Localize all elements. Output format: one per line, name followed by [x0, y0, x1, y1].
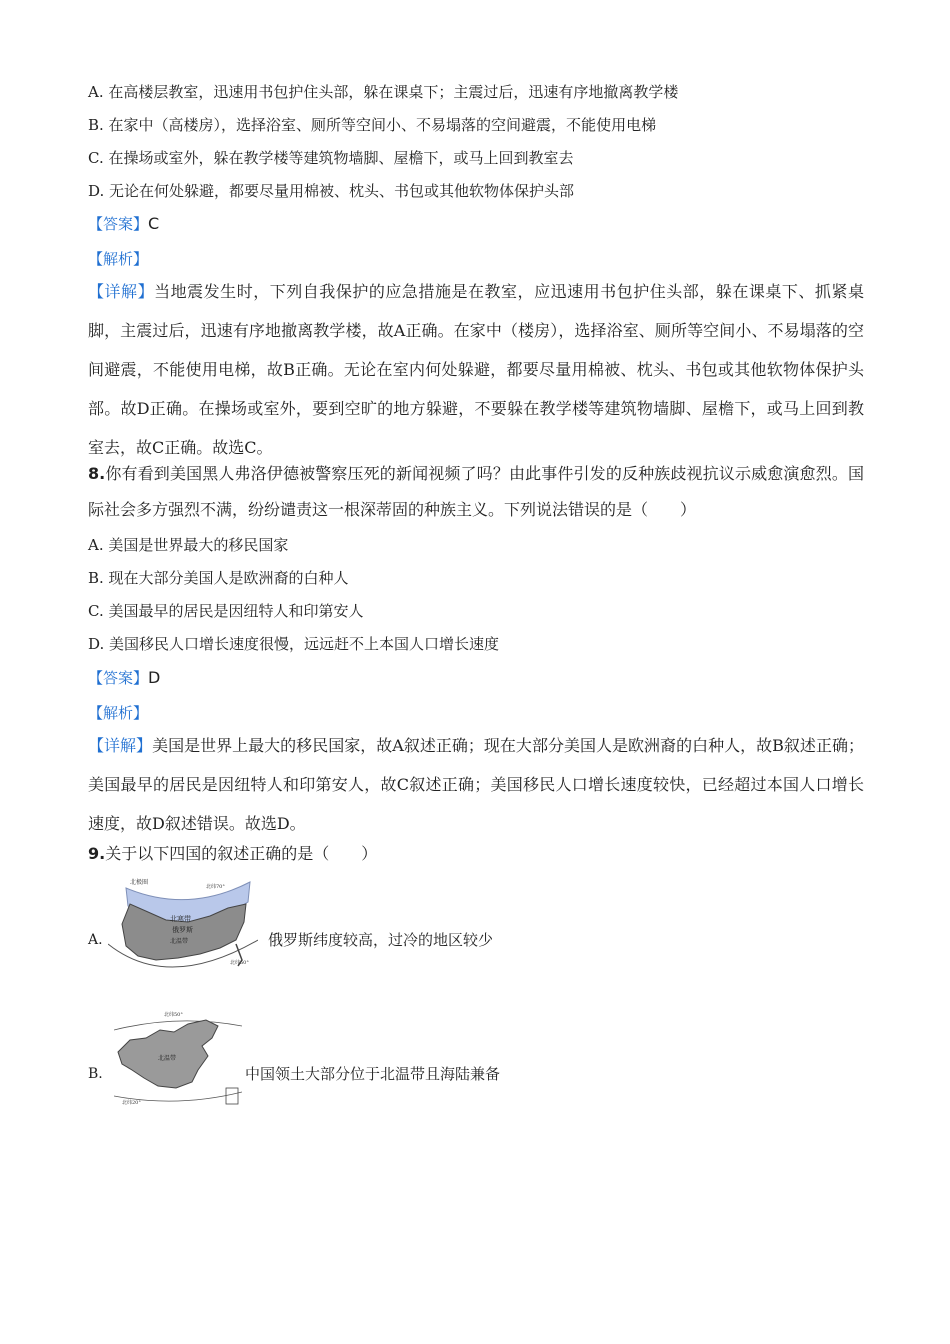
q8-stem: [88, 456, 864, 528]
q9-option-b-letter: B.: [88, 1066, 103, 1082]
q9-option-a-letter: A.: [88, 932, 103, 948]
q8-answer-line: [88, 668, 160, 688]
q8-option-a: A. 美国是世界最大的移民国家: [88, 536, 289, 554]
detail-text: 当地震发生时，下列自我保护的应急措施是在教室，应迅速用书包护住头部，躲在课桌下、抓紧桌脚，主震过后，迅速有序地撤离教学楼，故A正确。在家中（楼房），选择浴室、厕所等空间小、不易塌落的空间避震，不能使用电梯，故B正确。无论在室内何处躲避，都要尽量用棉被、枕头、书包或其他软物体保护头部。故D正确。在操场或室外，要到空旷的地方躲避，不要躲在教学楼等建筑物墙脚、屋檐下，或马上回到教室去，故C正确。故选C。: [88, 282, 864, 457]
map-label: 北寒带: [170, 915, 191, 923]
china-map: [114, 1008, 242, 1108]
q7-option-d: D. 无论在何处躲避，都要尽量用棉被、枕头、书包或其他软物体保护头部: [88, 182, 575, 200]
q7-option-b: B. 在家中（高楼房），选择浴室、厕所等空间小、不易塌落的空间避震，不能使用电梯: [88, 116, 657, 134]
answer-tag: 【答案】: [88, 669, 149, 687]
q9-stem: [88, 844, 377, 864]
q8-option-d: D. 美国移民人口增长速度很慢，远远赶不上本国人口增长速度: [88, 635, 500, 653]
q8-option-c: C. 美国最早的居民是因纽特人和印第安人: [88, 602, 364, 620]
answer-tag: 【答案】: [88, 215, 149, 233]
map-label: 北温带: [170, 938, 189, 945]
map-label: 北极圈: [130, 879, 149, 886]
q8-option-b: B. 现在大部分美国人是欧洲裔的白种人: [88, 569, 349, 587]
answer-value: D: [148, 668, 161, 687]
question-number: 9.: [88, 844, 106, 863]
question-stem: 你有看到美国黑人弗洛伊德被警察压死的新闻视频了吗？由此事件引发的反种族歧视抗议示威愈演愈烈。国际社会多方强烈不满，纷纷谴责这一根深蒂固的种族主义。下列说法错误的是（ ）: [88, 464, 864, 519]
map-label: 北纬20°: [122, 1100, 141, 1106]
detail-tag: 【详解】: [88, 736, 153, 755]
question-stem: 关于以下四国的叙述正确的是（ ）: [105, 844, 378, 863]
q7-answer-line: [88, 214, 159, 234]
map-label: 北温带: [158, 1055, 177, 1062]
detail-text: 美国是世界上最大的移民国家，故A叙述正确；现在大部分美国人是欧洲裔的白种人，故B叙述正确；美国最早的居民是因纽特人和印第安人，故C叙述正确；美国移民人口增长速度较快，已经超过本国人口增长速度，故D叙述错误。故选D。: [88, 736, 864, 833]
q7-option-a: A. 在高楼层教室，迅速用书包护住头部，躲在课桌下；主震过后，迅速有序地撤离教学楼: [88, 83, 679, 101]
q9-option-b-text: 中国领土大部分位于北温带且海陆兼备: [245, 1065, 501, 1083]
map-label: 北纬70°: [206, 884, 225, 890]
map-label: 北纬50°: [164, 1012, 183, 1018]
q9-option-a-text: 俄罗斯纬度较高，过冷的地区较少: [268, 931, 494, 949]
q8-detail: [88, 726, 864, 843]
answer-value: C: [148, 214, 160, 233]
question-number: 8.: [88, 464, 106, 483]
map-label: 俄罗斯: [172, 926, 193, 934]
russia-map: [108, 874, 258, 978]
q7-detail: [88, 272, 864, 467]
q7-option-c: C. 在操场或室外，躲在教学楼等建筑物墙脚、屋檐下，或马上回到教室去: [88, 149, 574, 167]
map-label: 北纬50°: [230, 960, 249, 966]
analysis-tag: 【解析】: [88, 250, 149, 268]
analysis-tag: 【解析】: [88, 704, 149, 722]
detail-tag: 【详解】: [88, 282, 155, 301]
